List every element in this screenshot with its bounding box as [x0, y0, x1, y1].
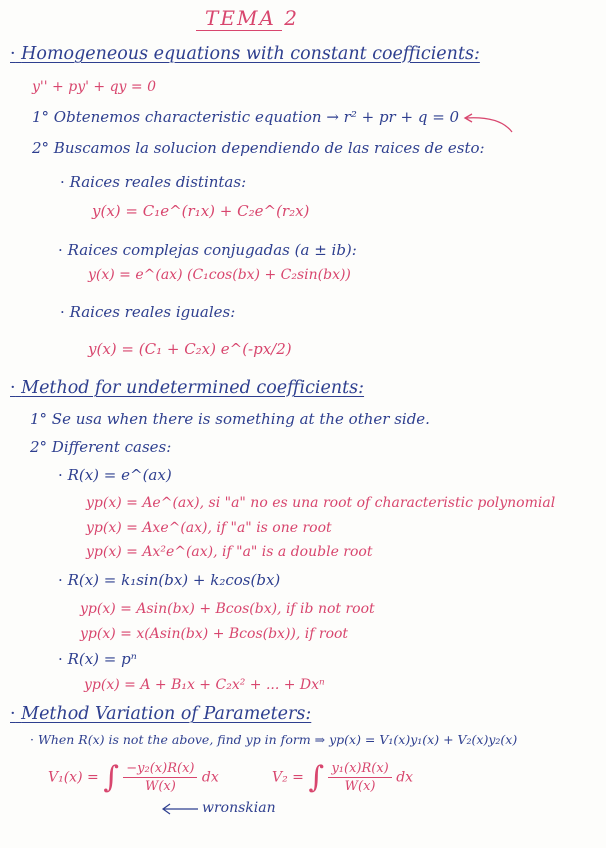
caseB-label	[58, 571, 280, 589]
bullet: ·	[60, 303, 65, 321]
undetermined-heading	[10, 378, 364, 398]
bullet: ·	[10, 378, 16, 398]
homogeneous-equation: y'' + py' + qy = 0	[32, 79, 156, 95]
variation-heading	[10, 704, 311, 724]
integral-sign: ∫	[308, 760, 324, 795]
homogeneous-step1: 1° Obtenemos characteristic equation → r² + pr + q = 0	[32, 108, 460, 126]
case3-label	[60, 303, 235, 321]
caseA-label	[58, 466, 172, 484]
curved-arrow-icon	[460, 110, 520, 138]
left-arrow-icon	[160, 802, 200, 816]
case2-label	[58, 241, 357, 259]
integral-sign: ∫	[103, 760, 119, 795]
undetermined-step2: 2° Different cases:	[30, 438, 172, 456]
v1-denominator: W(x)	[144, 779, 176, 794]
title-underline	[196, 30, 282, 31]
bullet: ·	[30, 732, 34, 747]
v1-lhs: V₁(x) =	[48, 769, 99, 786]
page-title: TEMA 2	[205, 6, 299, 30]
v2-formula	[272, 760, 413, 795]
v1-dx: dx	[201, 769, 219, 786]
bullet: ·	[10, 44, 16, 64]
v1-formula	[48, 760, 219, 795]
v2-denominator: W(x)	[344, 779, 376, 794]
caseA-item1: yp(x) = Ae^(ax), si "a" no es una root of characteristic polynomial	[86, 495, 556, 511]
caseA-item3: yp(x) = Ax²e^(ax), if "a" is a double root	[86, 544, 373, 560]
caseA-item2: yp(x) = Axe^(ax), if "a" is one root	[86, 520, 332, 536]
v2-dx: dx	[396, 769, 414, 786]
caseC-text: R(x) = pⁿ	[67, 650, 137, 668]
v2-lhs: V₂ =	[272, 769, 304, 786]
caseC-item1: yp(x) = A + B₁x + C₂x² + ... + Dxⁿ	[84, 677, 325, 693]
undetermined-heading-text: Method for undetermined coefficients:	[21, 378, 365, 398]
homogeneous-heading-text: Homogeneous equations with constant coefficients:	[21, 44, 480, 64]
case2-label-text: Raices complejas conjugadas (a ± ib):	[67, 241, 357, 259]
caseA-text: R(x) = e^(ax)	[67, 466, 172, 484]
variation-intro-text: When R(x) is not the above, find yp in form ⇒ yp(x) = V₁(x)y₁(x) + V₂(x)y₂(x)	[37, 732, 518, 747]
variation-heading-text: Method Variation of Parameters:	[21, 704, 312, 724]
case2-formula: y(x) = e^(ax) (C₁cos(bx) + C₂sin(bx))	[88, 267, 351, 283]
case1-label-text: Raices reales distintas:	[69, 173, 247, 191]
homogeneous-heading	[10, 44, 480, 64]
case3-label-text: Raices reales iguales:	[69, 303, 236, 321]
wronskian-note: wronskian	[202, 800, 276, 816]
v2-numerator: y₁(x)R(x)	[328, 761, 391, 778]
bullet: ·	[60, 173, 65, 191]
v1-numerator: −y₂(x)R(x)	[123, 761, 197, 778]
caseB-item2: yp(x) = x(Asin(bx) + Bcos(bx)), if root	[80, 626, 349, 642]
bullet: ·	[58, 650, 63, 668]
v1-fraction	[123, 761, 197, 794]
bullet: ·	[58, 571, 63, 589]
bullet: ·	[58, 466, 63, 484]
case1-formula: y(x) = C₁e^(r₁x) + C₂e^(r₂x)	[92, 202, 310, 220]
undetermined-step1: 1° Se usa when there is something at the other side.	[30, 410, 430, 428]
caseC-label	[58, 650, 137, 668]
bullet: ·	[10, 704, 16, 724]
caseB-item1: yp(x) = Asin(bx) + Bcos(bx), if ib not root	[80, 601, 375, 617]
caseB-text: R(x) = k₁sin(bx) + k₂cos(bx)	[67, 571, 281, 589]
homogeneous-step2: 2° Buscamos la solucion dependiendo de las raices de esto:	[32, 139, 485, 157]
case3-formula: y(x) = (C₁ + C₂x) e^(-px/2)	[88, 340, 292, 358]
variation-intro	[30, 732, 517, 747]
v2-fraction	[328, 761, 391, 794]
bullet: ·	[58, 241, 63, 259]
case1-label	[60, 173, 246, 191]
